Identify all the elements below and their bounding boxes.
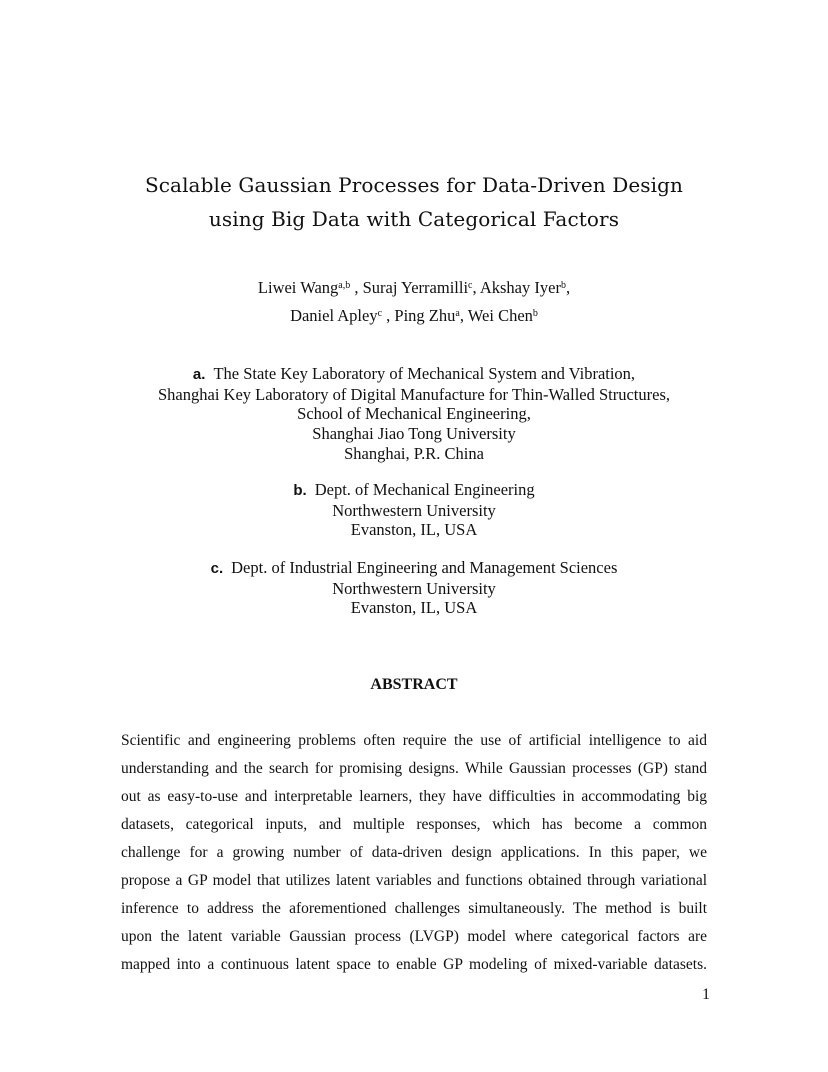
affiliation-line: Northwestern University [332,578,496,598]
author-affiliation-mark: b [532,308,538,319]
paper-title-line-2: using Big Data with Categorical Factors [208,207,620,231]
abstract-line: out as easy-to-use and interpretable learners, they have difficulties in accommodating big [121,788,707,805]
abstract-line: propose a GP model that utilizes latent variables and functions obtained through variational [121,872,707,889]
author-name: Daniel Apley [290,306,378,325]
author-affiliation-mark: b [560,280,566,291]
affiliation-c [0,558,828,618]
author-name: Liwei Wang [257,278,339,297]
author-name: Akshay Iyer [479,278,561,297]
abstract-line: datasets, categorical inputs, and multiple responses, which has become a common [121,816,707,833]
affiliation-line [0,364,828,385]
abstract-line: understanding and the search for promising designs. While Gaussian processes (GP) stand [121,760,707,777]
author-list-line-1: Liwei Wang$^{a,b}$ , Suraj Yerramilli$^c$, Akshay Iyer$^b$, [257,278,571,297]
abstract-line: challenge for a growing number of data-driven design applications. In this paper, we [121,844,707,861]
affiliation-line: School of Mechanical Engineering, [297,404,531,424]
affiliation-text: Dept. of Mechanical Engineering [314,480,535,499]
affiliation-line: Northwestern University [332,500,496,520]
abstract-line: inference to address the aforementioned challenges simultaneously. The method is built [121,900,707,917]
affiliation-line: Shanghai Key Laboratory of Digital Manufacture for Thin-Walled Structures, [158,384,670,404]
affiliation-marker: a. [192,366,206,383]
author-list-line-2: Daniel Apley$^c$ , Ping Zhu$^a$, Wei Chen$^b$ [290,306,538,325]
author-name: Ping Zhu [394,306,456,325]
affiliation-line [0,480,828,501]
page-number: 1 [702,986,710,1003]
affiliation-line [0,558,828,579]
affiliation-line: Shanghai Jiao Tong University [312,424,516,444]
author-name: Suraj Yerramilli [362,278,469,297]
abstract-line: upon the latent variable Gaussian process (LVGP) model where categorical factors are [121,928,707,945]
author-name: Wei Chen [467,306,533,325]
affiliation-text: The State Key Laboratory of Mechanical System and Vibration, [213,364,636,383]
author-affiliation-mark: a,b [338,280,351,291]
author-affiliation-mark: c [468,280,473,291]
affiliation-marker: c. [210,560,224,577]
author-affiliation-mark: a [455,308,460,319]
abstract-line: mapped into a continuous latent space to enable GP modeling of mixed-variable datasets. [121,956,707,973]
affiliation-line: Evanston, IL, USA [350,520,478,540]
affiliation-a [0,364,828,464]
affiliation-marker: b. [293,482,307,499]
abstract-heading: ABSTRACT [370,676,458,693]
affiliation-text: Dept. of Industrial Engineering and Management Sciences [231,558,618,577]
affiliation-line: Shanghai, P.R. China [344,443,484,463]
affiliation-line: Evanston, IL, USA [350,598,478,618]
affiliation-b [0,480,828,540]
paper-title-line-1: Scalable Gaussian Processes for Data-Driven Design [144,173,684,197]
author-affiliation-mark: c [377,308,383,319]
abstract-line: Scientific and engineering problems often require the use of artificial intelligence to aid [121,732,707,749]
